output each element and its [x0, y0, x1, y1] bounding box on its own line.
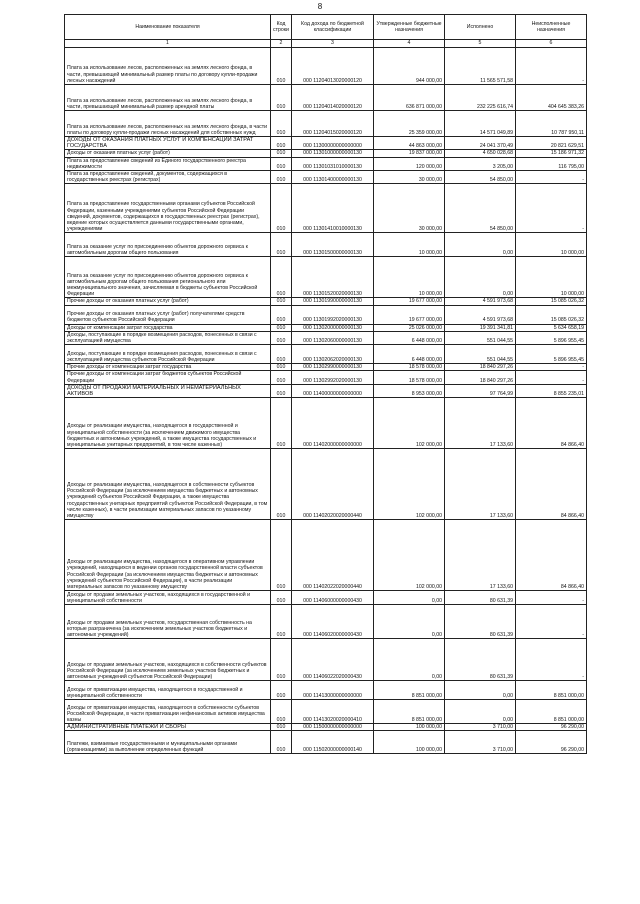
- row-name: Прочие доходы от компенсации затрат государства: [65, 364, 271, 371]
- row-approved: 102 000,00: [374, 398, 445, 449]
- table-row: [65, 257, 587, 298]
- row-budget-code: 000 11301000000000130: [292, 150, 374, 157]
- row-code: 010: [271, 731, 292, 754]
- row-approved: 18 578 000,00: [374, 371, 445, 384]
- row-budget-code: 000 11302062020000130: [292, 345, 374, 364]
- row-executed: 0,00: [445, 681, 516, 700]
- row-unexecuted: 20 821 629,51: [516, 137, 587, 150]
- row-approved: 120 000,00: [374, 157, 445, 170]
- row-unexecuted: 10 787 950,11: [516, 111, 587, 137]
- row-budget-code: 000 11302060000000130: [292, 331, 374, 344]
- row-budget-code: 000 11400000000000000: [292, 384, 374, 397]
- table-row: [65, 85, 587, 111]
- row-executed: 14 571 049,89: [445, 111, 516, 137]
- row-approved: 100 000,00: [374, 731, 445, 754]
- row-approved: 8 953 000,00: [374, 384, 445, 397]
- row-unexecuted: 8 855 235,01: [516, 384, 587, 397]
- table-row: [65, 639, 587, 681]
- row-unexecuted: 15 186 971,32: [516, 150, 587, 157]
- row-code: 010: [271, 298, 292, 305]
- row-code: 010: [271, 157, 292, 170]
- row-code: 010: [271, 371, 292, 384]
- table-row: [65, 48, 587, 85]
- table-row: [65, 681, 587, 700]
- row-code: 010: [271, 591, 292, 605]
- row-name: Доходы, поступающие в порядке возмещения расходов, понесенных в связи с эксплуатацией имущества: [65, 331, 271, 344]
- row-code: 010: [271, 85, 292, 111]
- row-budget-code: 000 11204015020000120: [292, 111, 374, 137]
- row-executed: 19 391 341,81: [445, 324, 516, 331]
- table-row: [65, 157, 587, 170]
- row-approved: 10 000,00: [374, 233, 445, 257]
- row-name: Доходы от реализации имущества, находящегося в оперативном управлении учреждений, находящихся в ведении органов государственной власти субъектов Российской Федерации (за исключением имущества бюджетных и автономных учреждений субъектов Российской Федерации), в части реализации материальных запасов по указанному имуществу: [65, 520, 271, 591]
- row-name: Плата за использование лесов, расположенных на землях лесного фонда, в части платы по договору купли-продажи лесных насаждений для собственных нужд: [65, 111, 271, 137]
- row-code: 010: [271, 398, 292, 449]
- row-executed: 0,00: [445, 257, 516, 298]
- table-row: [65, 324, 587, 331]
- row-executed: 18 840 297,26: [445, 371, 516, 384]
- row-approved: 0,00: [374, 605, 445, 639]
- row-executed: 17 133,60: [445, 449, 516, 520]
- row-unexecuted: 5 896 955,45: [516, 331, 587, 344]
- row-executed: 18 840 297,26: [445, 364, 516, 371]
- column-number: 6: [516, 40, 587, 48]
- row-unexecuted: 116 795,00: [516, 157, 587, 170]
- row-name: Плата за оказание услуг по присоединению объектов дорожного сервиса к автомобильным дорогам общего пользования регионального или межмуниципального значения, зачисляемая в бюджеты субъектов Российской Федерации: [65, 257, 271, 298]
- row-unexecuted: 10 000,00: [516, 257, 587, 298]
- row-budget-code: 000 11301400000000130: [292, 171, 374, 184]
- row-code: 010: [271, 171, 292, 184]
- row-code: 010: [271, 48, 292, 85]
- row-approved: 100 000,00: [374, 724, 445, 731]
- row-unexecuted: -: [516, 48, 587, 85]
- row-code: 010: [271, 137, 292, 150]
- table-row: [65, 384, 587, 397]
- row-budget-code: 000 11302000000000130: [292, 324, 374, 331]
- row-budget-code: 000 11301520020000130: [292, 257, 374, 298]
- table-row: [65, 298, 587, 305]
- row-unexecuted: 84 866,40: [516, 520, 587, 591]
- table-header-row: [65, 15, 587, 40]
- row-executed: 11 565 571,58: [445, 48, 516, 85]
- row-name: Доходы от оказания платных услуг (работ): [65, 150, 271, 157]
- table-row: [65, 724, 587, 731]
- row-approved: 19 837 000,00: [374, 150, 445, 157]
- row-unexecuted: 96 290,00: [516, 724, 587, 731]
- row-budget-code: 000 11413000000000000: [292, 681, 374, 700]
- row-name: Доходы от реализации имущества, находящегося в собственности субъектов Российской Федерации (за исключением имущества бюджетных и автономных учреждений субъектов Российской Федерации, а также имущества государственных унитарных предприятий субъектов Российской Федерации, в том числе казенных), в части реализации материальных запасов по указанному имуществу: [65, 449, 271, 520]
- header-code: Код строки: [271, 15, 292, 40]
- header-executed: Исполнено: [445, 15, 516, 40]
- row-name: Доходы от приватизации имущества, находящегося в собственности субъектов Российской Федерации, в части приватизации нефинансовых активов имущества казны: [65, 700, 271, 724]
- row-unexecuted: 96 290,00: [516, 731, 587, 754]
- row-name: Доходы от продажи земельных участков, государственная собственность на которые разграничена (за исключением земельных участков бюджетных и автономных учреждений): [65, 605, 271, 639]
- row-code: 010: [271, 150, 292, 157]
- row-unexecuted: -: [516, 605, 587, 639]
- row-unexecuted: 84 866,40: [516, 398, 587, 449]
- row-executed: 232 225 616,74: [445, 85, 516, 111]
- table-row: [65, 331, 587, 344]
- row-code: 010: [271, 520, 292, 591]
- row-unexecuted: -: [516, 171, 587, 184]
- row-executed: 17 133,60: [445, 398, 516, 449]
- row-approved: 25 359 000,00: [374, 111, 445, 137]
- header-budget-code: Код дохода по бюджетной классификации: [292, 15, 374, 40]
- row-approved: 6 448 000,00: [374, 331, 445, 344]
- row-unexecuted: -: [516, 371, 587, 384]
- row-name: Плата за использование лесов, расположенных на землях лесного фонда, в части, превышающей минимальный размер платы по договору купли-продажи лесных насаждений: [65, 48, 271, 85]
- row-unexecuted: 404 645 383,26: [516, 85, 587, 111]
- row-approved: 636 871 000,00: [374, 85, 445, 111]
- row-executed: 4 650 028,68: [445, 150, 516, 157]
- row-name: Плата за предоставление государственными органами субъектов Российской Федерации, казенными учреждениями субъектов Российской Федерации сведений, документов, содержащихся в государственных реестрах (регистрах), ведение которых осуществляется данными государственными органами, учреждениями: [65, 184, 271, 233]
- table-row: [65, 184, 587, 233]
- row-unexecuted: 15 085 026,32: [516, 298, 587, 305]
- row-unexecuted: 5 634 658,19: [516, 324, 587, 331]
- table-row: [65, 520, 587, 591]
- row-executed: 80 631,39: [445, 591, 516, 605]
- row-executed: 97 764,99: [445, 384, 516, 397]
- row-approved: 0,00: [374, 591, 445, 605]
- row-budget-code: 000 11301990000000130: [292, 298, 374, 305]
- row-code: 010: [271, 324, 292, 331]
- row-approved: 0,00: [374, 639, 445, 681]
- row-unexecuted: -: [516, 639, 587, 681]
- row-approved: 102 000,00: [374, 449, 445, 520]
- row-approved: 30 000,00: [374, 171, 445, 184]
- row-unexecuted: -: [516, 184, 587, 233]
- row-budget-code: 000 11301992020000130: [292, 305, 374, 324]
- table-row: [65, 700, 587, 724]
- row-name: ДОХОДЫ ОТ ОКАЗАНИЯ ПЛАТНЫХ УСЛУГ И КОМПЕНСАЦИИ ЗАТРАТ ГОСУДАРСТВА: [65, 137, 271, 150]
- table-row: [65, 371, 587, 384]
- column-number: 2: [271, 40, 292, 48]
- row-executed: 80 631,39: [445, 605, 516, 639]
- row-executed: 54 850,00: [445, 171, 516, 184]
- column-number-row: [65, 40, 587, 48]
- row-budget-code: 000 11406022020000430: [292, 639, 374, 681]
- row-code: 010: [271, 384, 292, 397]
- row-unexecuted: -: [516, 591, 587, 605]
- table-row: [65, 449, 587, 520]
- table-row: [65, 171, 587, 184]
- row-executed: 0,00: [445, 233, 516, 257]
- row-code: 010: [271, 364, 292, 371]
- row-approved: 18 578 000,00: [374, 364, 445, 371]
- row-code: 010: [271, 305, 292, 324]
- table-row: [65, 345, 587, 364]
- table-row: [65, 305, 587, 324]
- row-budget-code: 000 11301031010000130: [292, 157, 374, 170]
- row-approved: 8 851 000,00: [374, 681, 445, 700]
- row-code: 010: [271, 724, 292, 731]
- row-budget-code: 000 11402022020000440: [292, 520, 374, 591]
- column-number: 1: [65, 40, 271, 48]
- budget-execution-table: [64, 14, 587, 754]
- row-executed: 551 044,55: [445, 345, 516, 364]
- row-approved: 25 026 000,00: [374, 324, 445, 331]
- table-row: [65, 150, 587, 157]
- column-number: 5: [445, 40, 516, 48]
- row-budget-code: 000 11204014020000120: [292, 85, 374, 111]
- row-unexecuted: 8 851 000,00: [516, 700, 587, 724]
- row-name: Доходы, поступающие в порядке возмещения расходов, понесенных в связи с эксплуатацией имущества субъектов Российской Федерации: [65, 345, 271, 364]
- row-code: 010: [271, 111, 292, 137]
- row-approved: 44 863 000,00: [374, 137, 445, 150]
- row-budget-code: 000 11302990000000130: [292, 364, 374, 371]
- row-executed: 3 710,00: [445, 731, 516, 754]
- row-executed: 4 591 973,68: [445, 298, 516, 305]
- table-row: [65, 605, 587, 639]
- row-approved: 8 851 000,00: [374, 700, 445, 724]
- row-code: 010: [271, 331, 292, 344]
- row-approved: 19 677 000,00: [374, 305, 445, 324]
- row-executed: 551 044,55: [445, 331, 516, 344]
- table-row: [65, 398, 587, 449]
- row-name: Доходы от реализации имущества, находящегося в государственной и муниципальной собственности (за исключением движимого имущества бюджетных и автономных учреждений, а также имущества государственных и муниципальных унитарных предприятий, в том числе казенных): [65, 398, 271, 449]
- row-budget-code: 000 11300000000000000: [292, 137, 374, 150]
- row-budget-code: 000 11301410010000130: [292, 184, 374, 233]
- row-approved: 944 000,00: [374, 48, 445, 85]
- row-executed: 17 133,60: [445, 520, 516, 591]
- row-approved: 19 677 000,00: [374, 298, 445, 305]
- table-row: [65, 731, 587, 754]
- row-executed: 54 850,00: [445, 184, 516, 233]
- header-unexecuted: Неисполненные назначения: [516, 15, 587, 40]
- row-budget-code: 000 11502000000000140: [292, 731, 374, 754]
- row-approved: 10 000,00: [374, 257, 445, 298]
- row-code: 010: [271, 257, 292, 298]
- row-executed: 3 710,00: [445, 724, 516, 731]
- row-name: Доходы от компенсации затрат государства: [65, 324, 271, 331]
- row-executed: 3 205,00: [445, 157, 516, 170]
- row-unexecuted: 8 851 000,00: [516, 681, 587, 700]
- table-row: [65, 111, 587, 137]
- row-unexecuted: 10 000,00: [516, 233, 587, 257]
- row-budget-code: 000 11402020020000440: [292, 449, 374, 520]
- row-name: Доходы от продажи земельных участков, находящихся в государственной и муниципальной собственности: [65, 591, 271, 605]
- row-name: Плата за оказание услуг по присоединению объектов дорожного сервиса к автомобильным дорогам общего пользования: [65, 233, 271, 257]
- row-name: Плата за использование лесов, расположенных на землях лесного фонда, в части, превышающей минимальный размер арендной платы: [65, 85, 271, 111]
- row-budget-code: 000 11500000000000000: [292, 724, 374, 731]
- row-executed: 0,00: [445, 700, 516, 724]
- table-row: [65, 137, 587, 150]
- row-unexecuted: 15 085 026,32: [516, 305, 587, 324]
- row-code: 010: [271, 605, 292, 639]
- row-unexecuted: 84 866,40: [516, 449, 587, 520]
- header-approved: Утвержденные бюджетные назначения: [374, 15, 445, 40]
- row-code: 010: [271, 639, 292, 681]
- row-name: Прочие доходы от компенсации затрат бюджетов субъектов Российской Федерации: [65, 371, 271, 384]
- row-code: 010: [271, 184, 292, 233]
- row-executed: 4 591 973,68: [445, 305, 516, 324]
- row-name: Платежи, взимаемые государственными и муниципальными органами (организациями) за выполнение определенных функций: [65, 731, 271, 754]
- table-row: [65, 364, 587, 371]
- table-row: [65, 233, 587, 257]
- row-unexecuted: -: [516, 364, 587, 371]
- row-code: 010: [271, 681, 292, 700]
- row-code: 010: [271, 345, 292, 364]
- header-name: Наименование показателя: [65, 15, 271, 40]
- row-budget-code: 000 11402000000000000: [292, 398, 374, 449]
- row-budget-code: 000 11302992020000130: [292, 371, 374, 384]
- row-code: 010: [271, 449, 292, 520]
- row-name: Плата за предоставление сведений, документов, содержащихся в государственных реестрах (регистрах): [65, 171, 271, 184]
- page-number: 8: [317, 2, 323, 11]
- row-budget-code: 000 11301500000000130: [292, 233, 374, 257]
- row-name: Плата за предоставление сведений из Единого государственного реестра недвижимости: [65, 157, 271, 170]
- table-row: [65, 591, 587, 605]
- column-number: 4: [374, 40, 445, 48]
- row-budget-code: 000 11406020000000430: [292, 605, 374, 639]
- row-approved: 30 000,00: [374, 184, 445, 233]
- row-executed: 80 631,39: [445, 639, 516, 681]
- row-unexecuted: 5 896 955,45: [516, 345, 587, 364]
- row-name: Доходы от продажи земельных участков, находящихся в собственности субъектов Российской Федерации (за исключением земельных участков бюджетных и автономных учреждений субъектов Российской Федерации): [65, 639, 271, 681]
- row-approved: 6 448 000,00: [374, 345, 445, 364]
- row-name: ДОХОДЫ ОТ ПРОДАЖИ МАТЕРИАЛЬНЫХ И НЕМАТЕРИАЛЬНЫХ АКТИВОВ: [65, 384, 271, 397]
- row-executed: 24 041 370,49: [445, 137, 516, 150]
- row-approved: 102 000,00: [374, 520, 445, 591]
- row-code: 010: [271, 700, 292, 724]
- row-budget-code: 000 11413020020000410: [292, 700, 374, 724]
- row-name: АДМИНИСТРАТИВНЫЕ ПЛАТЕЖИ И СБОРЫ: [65, 724, 271, 731]
- column-number: 3: [292, 40, 374, 48]
- row-code: 010: [271, 233, 292, 257]
- row-name: Прочие доходы от оказания платных услуг (работ): [65, 298, 271, 305]
- row-budget-code: 000 11406000000000430: [292, 591, 374, 605]
- row-budget-code: 000 11204013020000120: [292, 48, 374, 85]
- row-name: Доходы от приватизации имущества, находящегося в государственной и муниципальной собственности: [65, 681, 271, 700]
- row-name: Прочие доходы от оказания платных услуг (работ) получателями средств бюджетов субъектов Российской Федерации: [65, 305, 271, 324]
